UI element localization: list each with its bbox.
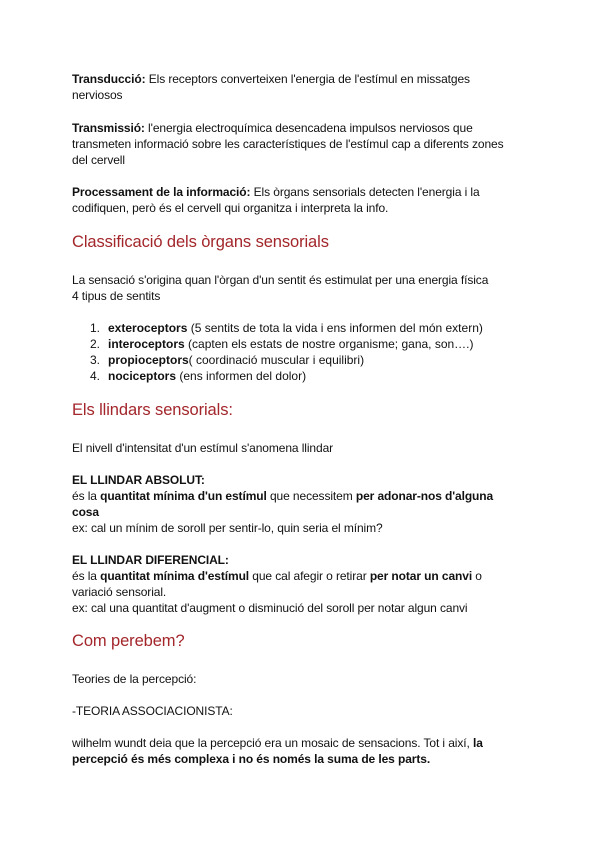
- processament-label: Processament de la informació:: [72, 185, 251, 199]
- wundt-line1: wilhelm wundt deia que la percepció era un mosaic de sensacions. Tot i així, la: [72, 736, 483, 750]
- list-item: 4. nociceptors (ens informen del dolor): [90, 369, 307, 383]
- transmissio-line1: [72, 120, 473, 136]
- transmissio-label: Transmissió:: [72, 121, 145, 135]
- llindar-absolut-title: EL LLINDAR ABSOLUT:: [72, 473, 205, 487]
- heading-percepcio: Com perebem?: [72, 632, 185, 650]
- processament-line2: codifiquen, però és el cervell qui organitza i interpreta la info.: [72, 201, 389, 215]
- llindar-absolut-line2: cosa: [72, 505, 99, 519]
- list-item: 2. interoceptors (capten els estats de nostre organisme; gana, son….): [90, 337, 474, 351]
- llindar-diferencial-title: EL LLINDAR DIFERENCIAL:: [72, 553, 229, 567]
- llindar-absolut-example: ex: cal un mínim de soroll per sentir-lo, quin seria el mínim?: [72, 521, 383, 535]
- heading-llindars: Els llindars sensorials:: [72, 401, 233, 419]
- llindar-diferencial-line2: variació sensorial.: [72, 585, 167, 599]
- transduccio-line1: [72, 71, 470, 87]
- transmissio-line3: del cervell: [72, 153, 125, 167]
- teories-percepcio: Teories de la percepció:: [72, 672, 197, 686]
- list-item: 1. exteroceptors (5 sentits de tota la vida i ens informen del món extern): [90, 321, 483, 335]
- processament-text: Els òrgans sensorials detecten l'energia i la: [250, 185, 480, 199]
- teoria-associacionista: -TEORIA ASSOCIACIONISTA:: [72, 704, 233, 718]
- classificacio-intro2: 4 tipus de sentits: [72, 289, 161, 303]
- transduccio-text: Els receptors converteixen l'energia de l'estímul en missatges: [145, 72, 470, 86]
- transduccio-label: Transducció:: [72, 72, 146, 86]
- llindar-absolut-line1: és la quantitat mínima d'un estímul que necessitem per adonar-nos d'alguna: [72, 489, 494, 503]
- heading-classificacio: Classificació dels òrgans sensorials: [72, 233, 329, 251]
- wundt-line2: percepció és més complexa i no és només la suma de les parts.: [72, 752, 431, 766]
- transmissio-text: l'energia electroquímica desencadena impulsos nerviosos que: [144, 121, 473, 135]
- list-item: 3. propioceptors( coordinació muscular i equilibri): [90, 353, 365, 367]
- transmissio-line2: transmeten informació sobre les característiques de l'estímul cap a diferents zones: [72, 137, 504, 151]
- transduccio-line2: nerviosos: [72, 88, 123, 102]
- llindar-diferencial-line1: és la quantitat mínima d'estímul que cal afegir o retirar per notar un canvi o: [72, 569, 482, 583]
- llindar-diferencial-example: ex: cal una quantitat d'augment o disminució del soroll per notar algun canvi: [72, 601, 468, 615]
- classificacio-intro1: La sensació s'origina quan l'òrgan d'un sentit és estimulat per una energia física: [72, 273, 489, 287]
- processament-line1: [72, 184, 480, 200]
- llindars-intro: El nivell d'intensitat d'un estímul s'anomena llindar: [72, 441, 334, 455]
